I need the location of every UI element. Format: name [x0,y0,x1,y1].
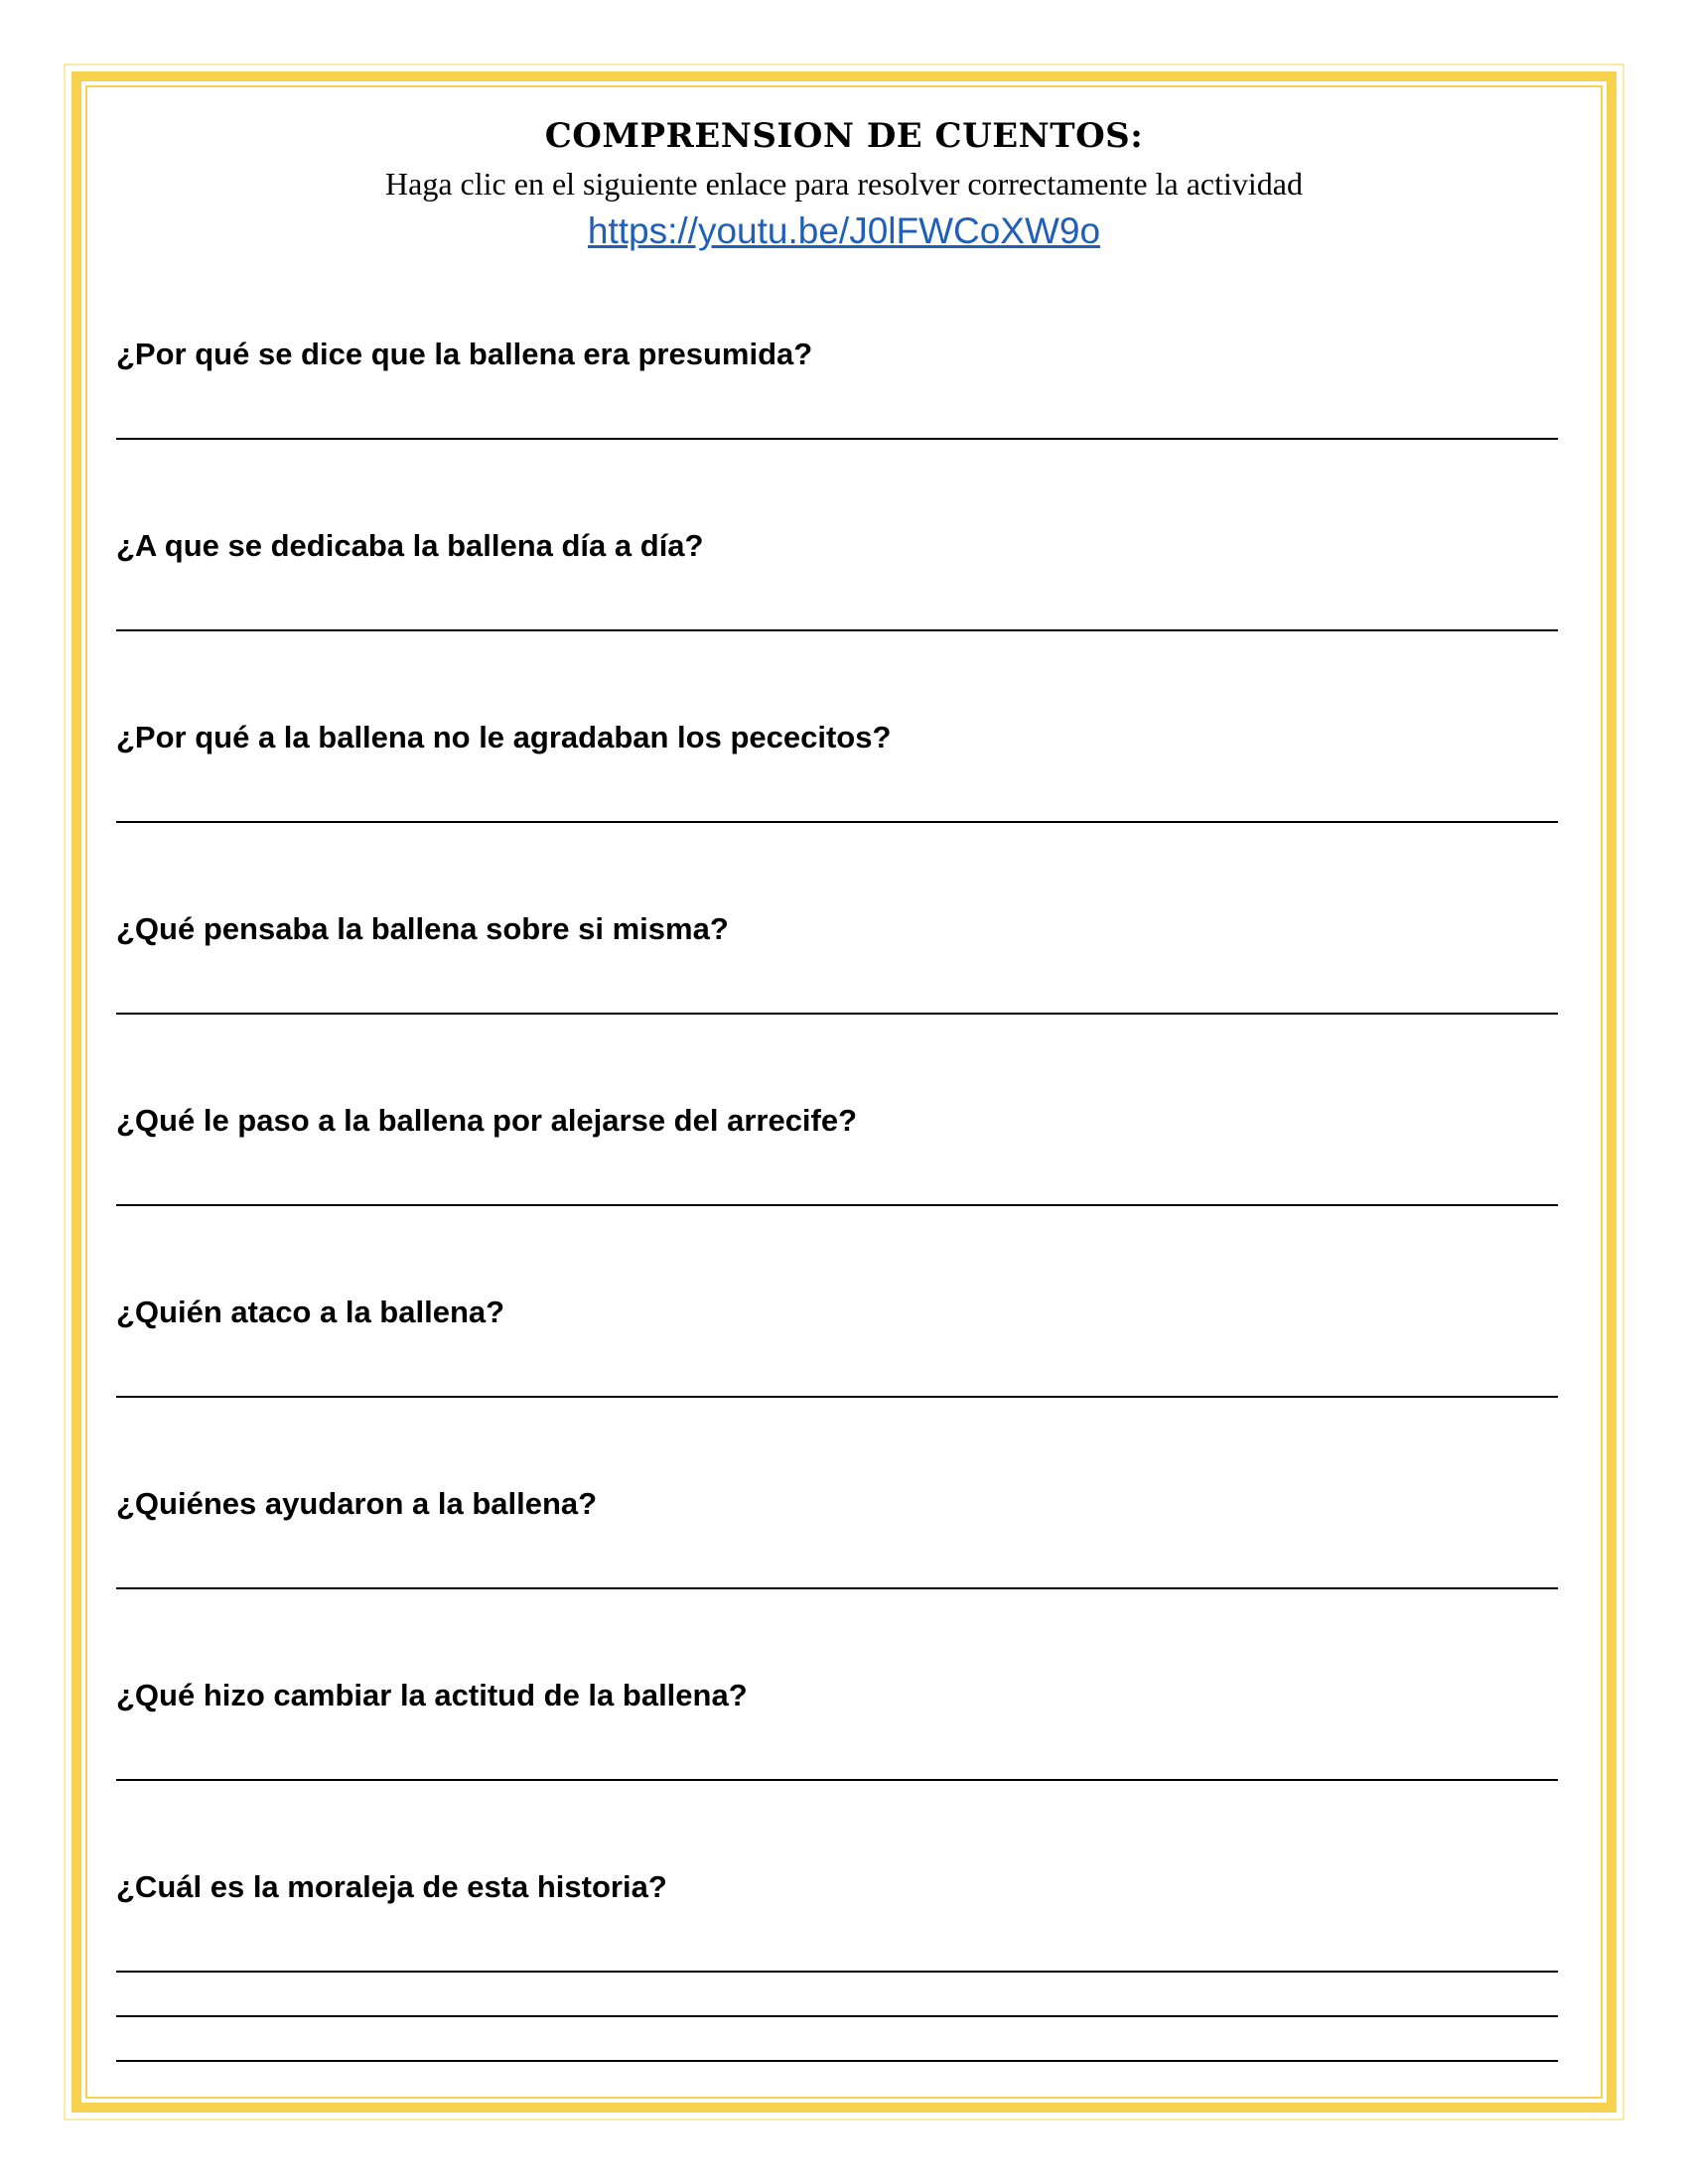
answer-line[interactable] [116,1779,1558,1781]
question-text: ¿Cuál es la moraleja de esta historia? [116,1869,667,1904]
page-border-inner [85,85,1603,2099]
question-text: ¿Qué le paso a la ballena por alejarse del arrecife? [116,1103,858,1138]
answer-line[interactable] [116,1013,1558,1015]
answer-line[interactable] [116,821,1558,823]
video-link[interactable]: https://youtu.be/J0lFWCoXW9o [587,210,1101,251]
answer-line[interactable] [116,629,1558,631]
question-text: ¿Quiénes ayudaron a la ballena? [116,1486,598,1521]
worksheet-title: COMPRENSION DE CUENTOS: [544,116,1144,156]
answer-line[interactable] [116,1587,1558,1589]
answer-line[interactable] [116,1396,1558,1398]
worksheet-instructions: Haga clic en el siguiente enlace para resolver correctamente la actividad [385,166,1303,202]
answer-line[interactable] [116,1971,1558,1973]
question-text: ¿Qué pensaba la ballena sobre si misma? [116,911,729,946]
answer-line[interactable] [116,1204,1558,1206]
question-text: ¿Qué hizo cambiar la actitud de la ballena? [116,1678,748,1712]
answer-line[interactable] [116,438,1558,440]
question-text: ¿Quién ataco a la ballena? [116,1295,505,1329]
question-text: ¿A que se dedicaba la ballena día a día? [116,528,704,563]
question-text: ¿Por qué se dice que la ballena era presumida? [116,337,813,371]
question-text: ¿Por qué a la ballena no le agradaban los pececitos? [116,720,892,754]
answer-line[interactable] [116,2015,1558,2017]
answer-line[interactable] [116,2060,1558,2062]
worksheet-header [0,111,1688,256]
